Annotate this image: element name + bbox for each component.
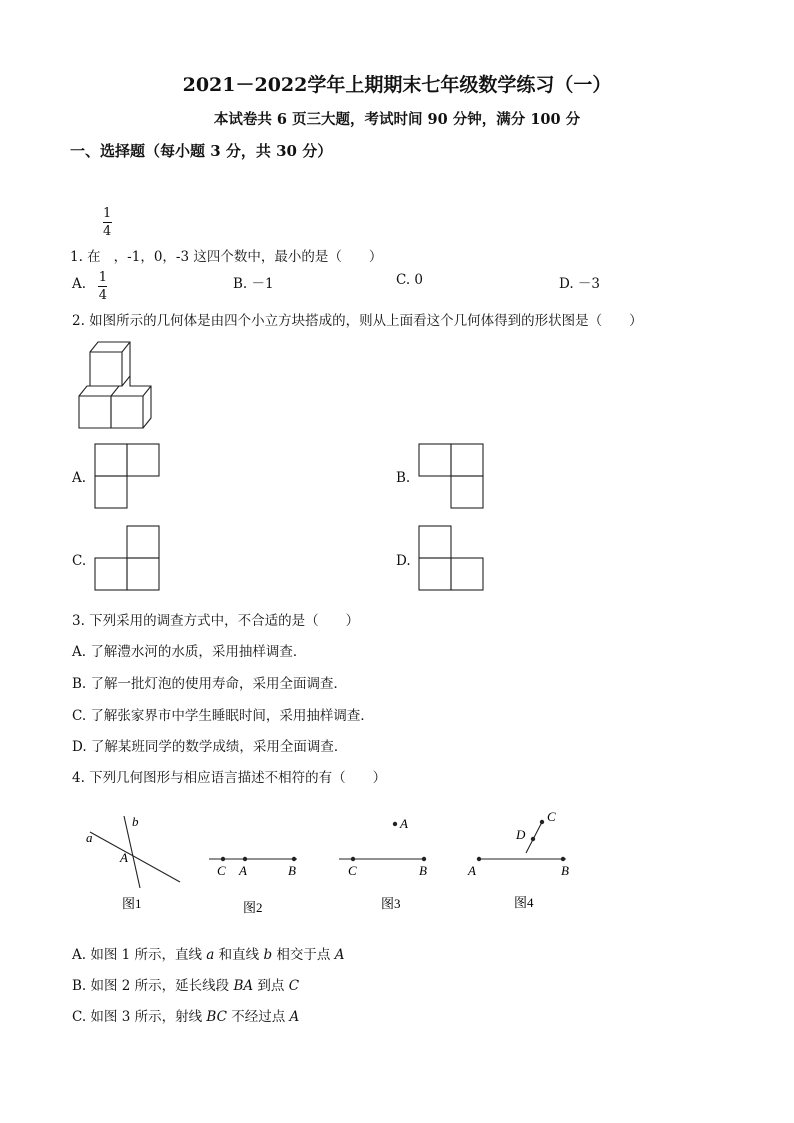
question-4: 4. 下列几何图形与相应语言描述不相符的有（ ） — [72, 770, 387, 786]
q4-opt-c-text-1: C. 如图 3 所示，射线 — [72, 1009, 207, 1025]
fig4-label-c: C — [547, 809, 556, 824]
q2-option-d-figure — [418, 525, 486, 593]
fig4-label-d: D — [516, 827, 526, 842]
fig3-label-c: C — [348, 863, 357, 878]
fig2-label-c: C — [217, 863, 226, 878]
fig4-label-b: B — [561, 863, 569, 878]
q4-opt-a-var-a: a — [206, 947, 215, 963]
point-c — [540, 820, 544, 824]
q4-option-a — [72, 943, 344, 963]
fig4-label-a: A — [468, 863, 476, 878]
q4-option-b — [72, 974, 299, 994]
q1-option-b: B. －1 — [233, 276, 274, 292]
q2-option-a-figure — [94, 443, 162, 511]
q1-option-d: D. －3 — [559, 276, 601, 292]
q1-fraction — [103, 206, 112, 239]
cube-solid-figure — [76, 334, 158, 430]
q2-option-b-figure — [418, 443, 486, 511]
q3-option-c: C. 了解张家界市中学生睡眠时间，采用抽样调查． — [72, 708, 374, 724]
fig3-label-b: B — [419, 863, 427, 878]
q4-opt-b-var-c: C — [288, 978, 300, 994]
point-b — [422, 857, 426, 861]
q4-figure-2 — [205, 840, 310, 920]
line-a — [90, 832, 180, 882]
point-b — [561, 857, 565, 861]
point-c — [221, 857, 225, 861]
q4-opt-b-text-2: 到点 — [253, 978, 289, 994]
q4-opt-a-text-3: 相交于点 — [272, 947, 335, 963]
q4-figure-1 — [80, 810, 190, 920]
q2-option-c-figure — [94, 525, 162, 593]
q1-option-c: C. 0 — [396, 272, 424, 288]
fig3-caption: 图3 — [381, 896, 401, 911]
q4-opt-a-text-1: A. 如图 1 所示，直线 — [72, 947, 207, 963]
q4-option-c — [72, 1005, 299, 1025]
fig1-label-point-a: A — [120, 850, 128, 865]
point-a — [477, 857, 481, 861]
q3-option-a: A. 了解澧水河的水质，采用抽样调查． — [72, 644, 307, 660]
q1-prefix: 1. 在 — [70, 249, 101, 265]
q3-option-d: D. 了解某班同学的数学成绩，采用全面调查． — [72, 739, 348, 755]
q4-opt-b-text-1: B. 如图 2 所示，延长线段 — [72, 978, 234, 994]
fig3-label-a: A — [400, 816, 408, 831]
fig2-caption: 图2 — [243, 900, 263, 915]
q4-opt-c-var-a: A — [289, 1009, 300, 1025]
q4-opt-c-var-bc: BC — [206, 1009, 227, 1025]
q3-option-b: B. 了解一批灯泡的使用寿命，采用全面调查． — [72, 676, 348, 692]
q1-option-a — [72, 270, 107, 303]
q2-option-a: A. — [72, 470, 87, 486]
q1-opt-a-den: 4 — [98, 288, 107, 303]
fig2-label-b: B — [288, 863, 296, 878]
page-subtitle: 本试卷共 6 页三大题，考试时间 90 分钟，满分 100 分 — [213, 111, 581, 128]
q1-opt-a-label: A. — [72, 276, 87, 292]
point-a — [243, 857, 247, 861]
q4-opt-b-var-ba: BA — [233, 978, 254, 994]
page-title: 2021－2022学年上期期末七年级数学练习（一） — [182, 74, 612, 96]
question-1 — [70, 206, 383, 265]
fig4-caption: 图4 — [514, 895, 534, 910]
section-heading: 一、选择题（每小题 3 分，共 30 分） — [70, 142, 333, 160]
q2-option-d: D. — [396, 553, 411, 569]
q4-figure-3 — [335, 812, 440, 917]
point-c — [351, 857, 355, 861]
q1-frac-num: 1 — [103, 206, 112, 221]
point-d — [531, 837, 535, 841]
q1-opt-a-num: 1 — [98, 270, 107, 285]
q4-opt-a-var-point: A — [334, 947, 345, 963]
question-3: 3. 下列采用的调查方式中，不合适的是（ ） — [72, 613, 360, 629]
q4-figure-4 — [462, 806, 582, 916]
q4-opt-c-text-2: 不经过点 — [226, 1009, 290, 1025]
point-b — [292, 857, 296, 861]
point-a — [393, 822, 397, 826]
q1-opt-a-fraction — [98, 270, 107, 303]
question-2: 2. 如图所示的几何体是由四个小立方块搭成的，则从上面看这个几何体得到的形状图是（ ） — [72, 313, 643, 329]
q4-opt-a-text-2: 和直线 — [214, 947, 264, 963]
fig1-caption: 图1 — [122, 896, 142, 911]
q2-option-c: C. — [72, 553, 87, 569]
q1-frac-den: 4 — [103, 224, 112, 239]
fig1-label-a: a — [86, 830, 93, 845]
q1-rest: ，-1，0，-3 这四个数中，最小的是（ ） — [113, 249, 383, 265]
fig1-label-b: b — [132, 814, 139, 829]
q4-opt-a-var-b: b — [263, 947, 273, 963]
fig2-label-a: A — [239, 863, 247, 878]
q2-option-b: B. — [396, 470, 411, 486]
